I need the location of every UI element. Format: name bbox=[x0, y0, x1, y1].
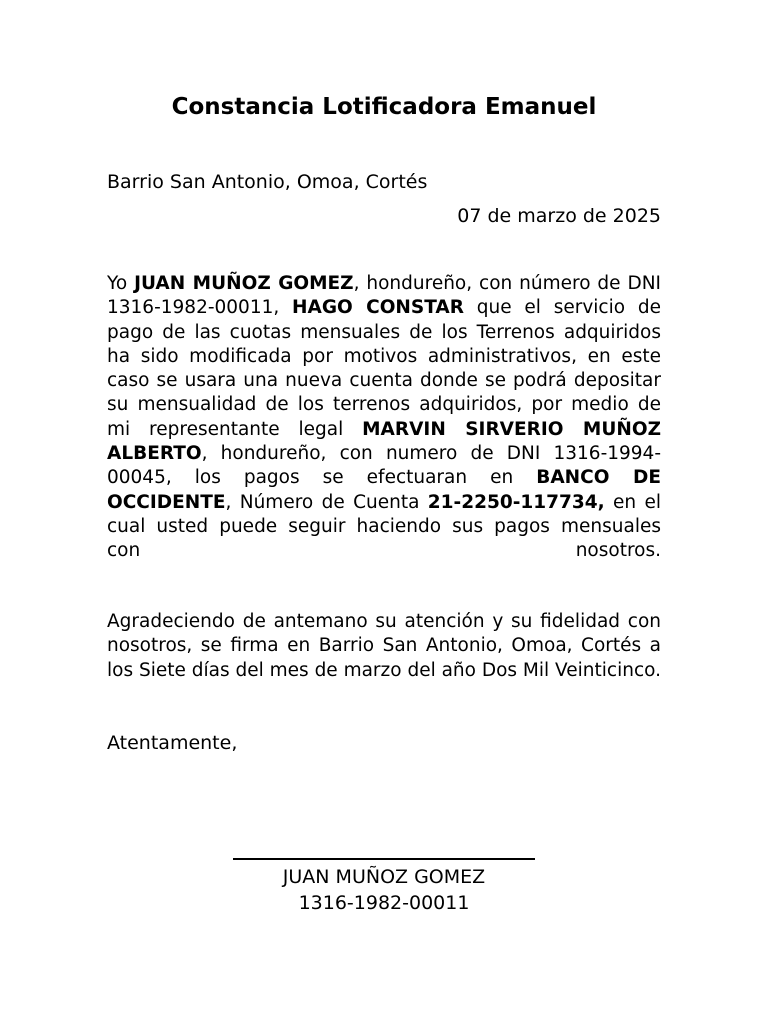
signature-name: JUAN MUÑOZ GOMEZ bbox=[282, 866, 486, 888]
signature-id: 1316-1982-00011 bbox=[298, 892, 470, 914]
body-text: en el cual usted puede seguir haciendo sus pagos mensuales con nosotros. bbox=[107, 491, 661, 562]
body-text: , hondureño, con numero de DNI 1316-1994-00045, los pagos se efectuaran en bbox=[107, 443, 661, 489]
body-text: Yo bbox=[107, 273, 135, 294]
hago-constar-phrase: HAGO CONSTAR bbox=[292, 297, 464, 319]
gratitude-paragraph: Agradeciendo de antemano su atención y su fidelidad con nosotros, se firma en Barrio San Antonio, Omoa, Cortés a los Siete días del mes de marzo del año Dos Mil Veinticinco. bbox=[107, 611, 661, 681]
representative-name: MARVIN SIRVERIO MUÑOZ ALBERTO bbox=[107, 418, 661, 465]
body-paragraph bbox=[107, 272, 661, 564]
document-title: Constancia Lotificadora Emanuel bbox=[171, 94, 597, 120]
bank-name: BANCO DE OCCIDENTE bbox=[107, 467, 662, 513]
account-number: 21-2250-117734, bbox=[427, 491, 605, 513]
declarant-name: JUAN MUÑOZ GOMEZ bbox=[134, 273, 354, 294]
place-line: Barrio San Antonio, Omoa, Cortés bbox=[107, 171, 428, 193]
body-text: , Número de Cuenta bbox=[225, 491, 428, 513]
date-line: 07 de marzo de 2025 bbox=[457, 205, 661, 227]
body-text: que el servicio de pago de las cuotas mensuales de los Terrenos adquiridos ha sido modificada por motivos administrativos, en este caso se usara una nueva cuenta donde se podrá depositar su mensualidad de los terrenos adquiridos, por medio de mi representante legal bbox=[107, 297, 661, 440]
document-page bbox=[107, 0, 661, 1024]
body-text: , hondureño, con número de DNI 1316-1982-00011, bbox=[107, 273, 662, 319]
closing-salutation: Atentamente, bbox=[107, 732, 238, 754]
signature-line bbox=[233, 858, 535, 860]
